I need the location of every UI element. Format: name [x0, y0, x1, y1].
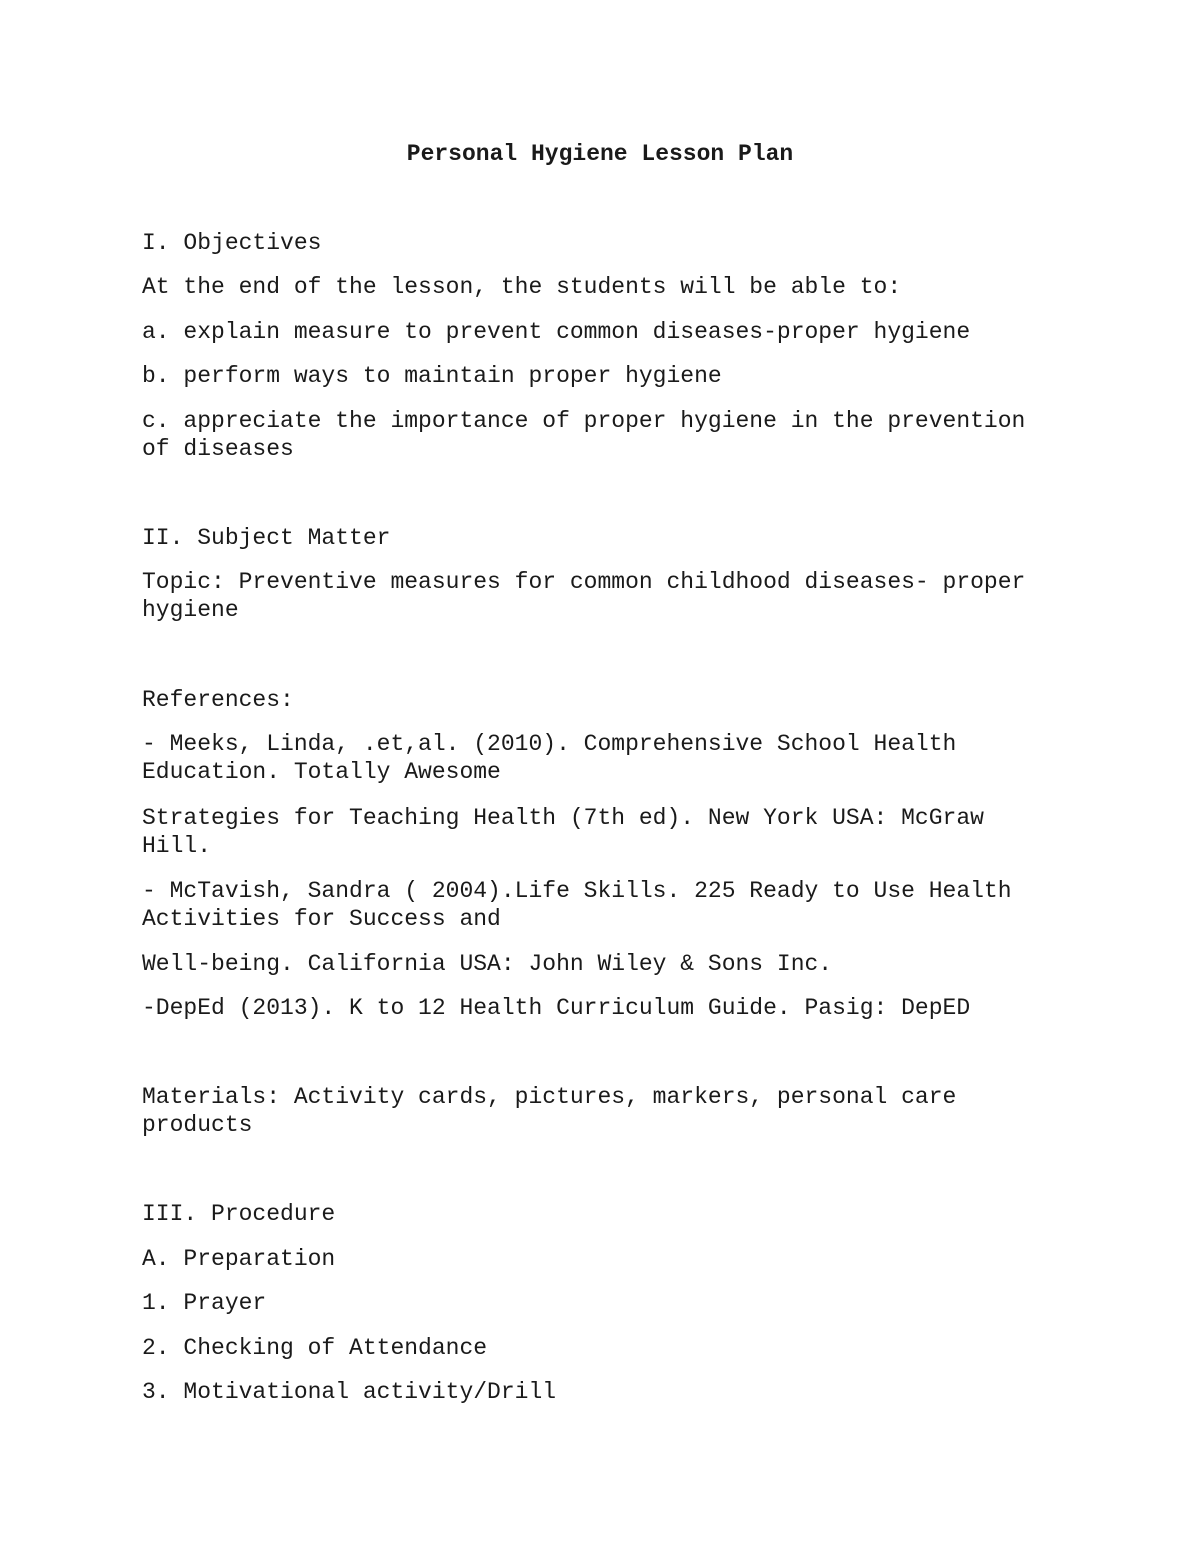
reference-item: - Meeks, Linda, .et,al. (2010). Comprehensive School Health Education. Totally Awesome: [142, 731, 957, 785]
objectives-heading: I. Objectives: [142, 230, 322, 256]
procedure-item: 1. Prayer: [142, 1290, 267, 1316]
materials-text: Materials: Activity cards, pictures, markers, personal care products: [142, 1084, 957, 1138]
procedure-heading: III. Procedure: [142, 1201, 336, 1227]
procedure-item: 2. Checking of Attendance: [142, 1335, 488, 1361]
references-heading: References:: [142, 687, 294, 713]
reference-item: - McTavish, Sandra ( 2004).Life Skills. 225 Ready to Use Health Activities for Success and: [142, 878, 1012, 932]
objective-item-b: b. perform ways to maintain proper hygiene: [142, 363, 722, 389]
reference-item: -DepEd (2013). K to 12 Health Curriculum Guide. Pasig: DepED: [142, 995, 971, 1021]
procedure-subheading: A. Preparation: [142, 1246, 336, 1272]
procedure-item: 3. Motivational activity/Drill: [142, 1379, 557, 1405]
objective-item-a: a. explain measure to prevent common diseases-proper hygiene: [142, 319, 971, 345]
reference-item: Well-being. California USA: John Wiley & Sons Inc.: [142, 951, 833, 977]
reference-item: Strategies for Teaching Health (7th ed). New York USA: McGraw Hill.: [142, 805, 984, 859]
subject-matter-heading: II. Subject Matter: [142, 525, 391, 551]
document-title: Personal Hygiene Lesson Plan: [406, 141, 794, 167]
objective-item-c: c. appreciate the importance of proper hygiene in the prevention of diseases: [142, 408, 1026, 462]
objectives-intro: At the end of the lesson, the students will be able to:: [142, 274, 902, 300]
topic-text: Topic: Preventive measures for common childhood diseases- proper hygiene: [142, 569, 1026, 623]
